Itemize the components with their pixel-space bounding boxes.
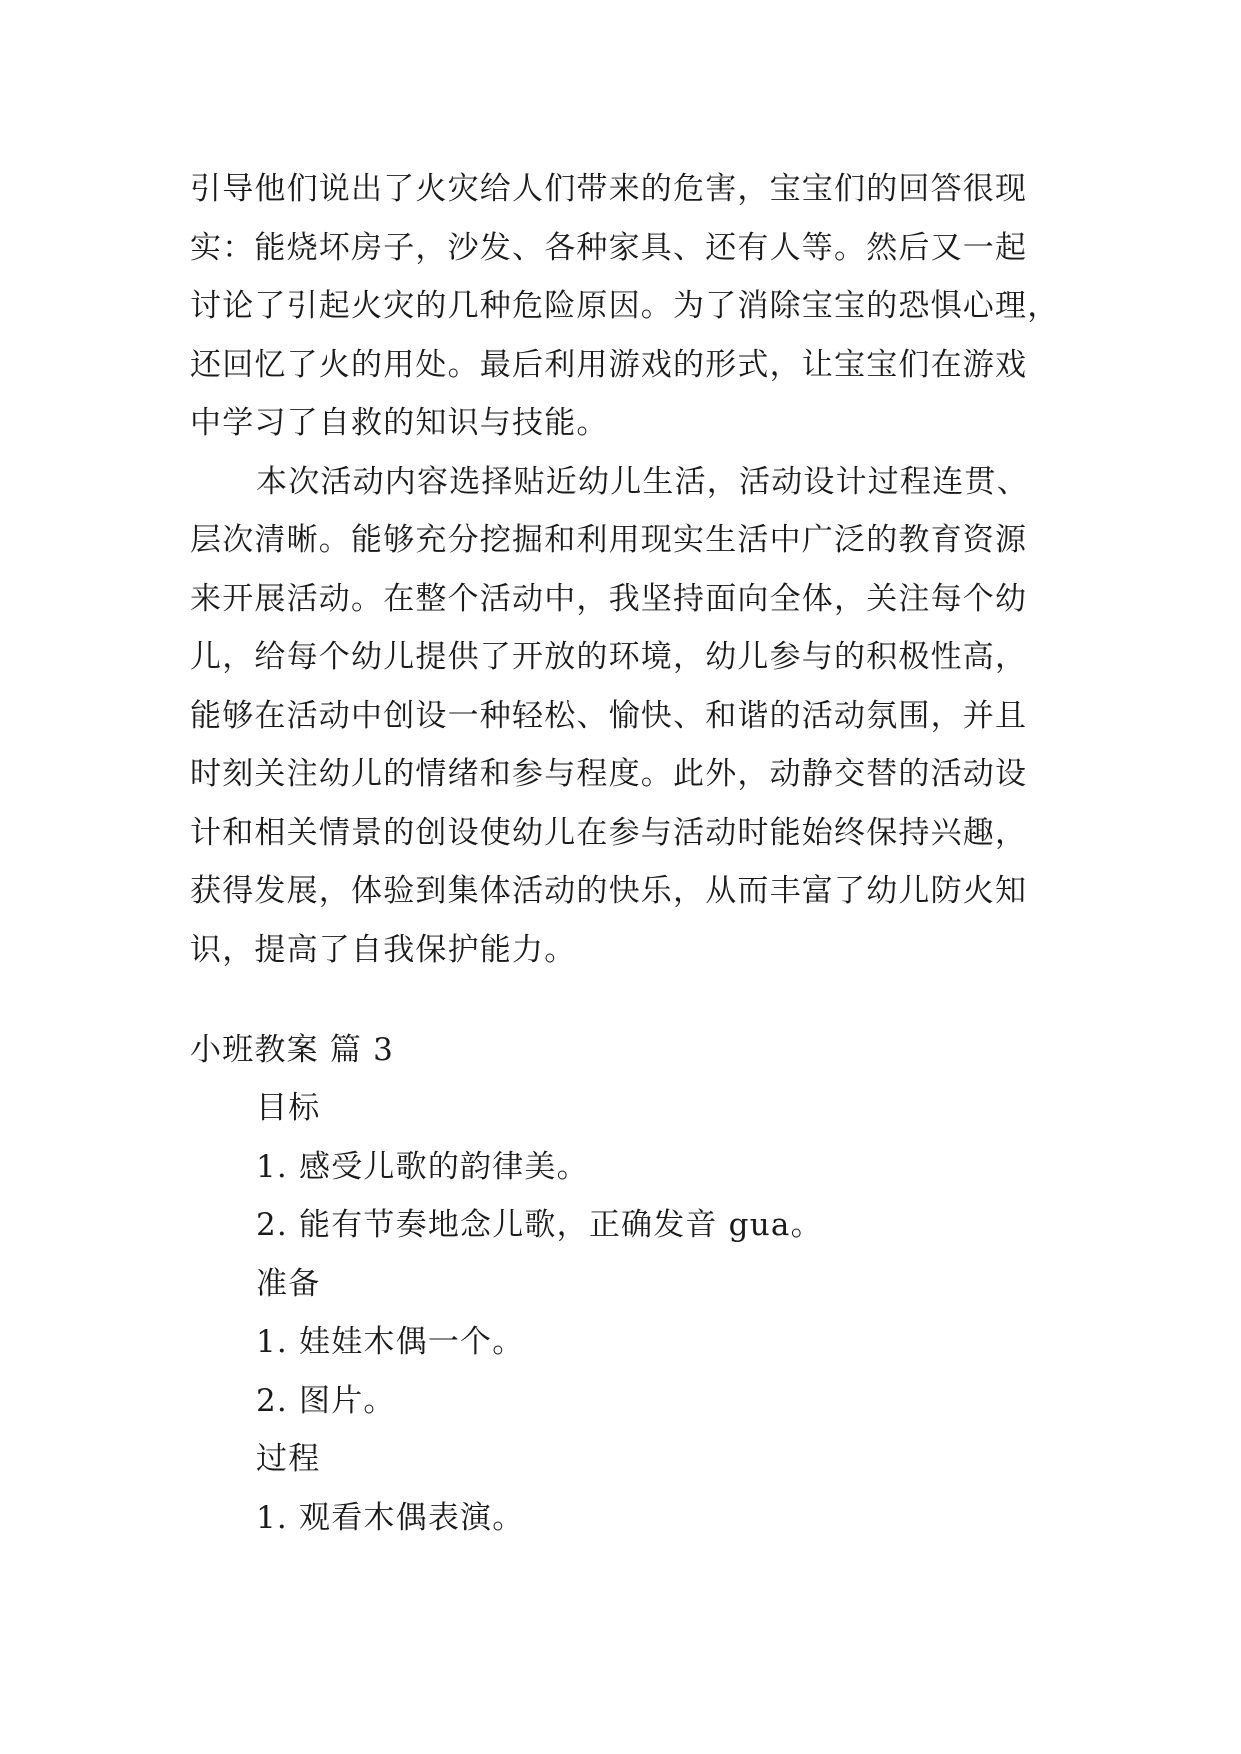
text-line: 时刻关注幼儿的情绪和参与程度。此外，动静交替的活动设 [190, 756, 1028, 792]
section-title: 小班教案 篇 3 [190, 1032, 395, 1068]
section-spacer [190, 979, 1100, 1021]
paragraph-fire-discussion [190, 160, 1100, 453]
text-line: 层次清晰。能够充分挖掘和利用现实生活中广泛的教育资源 [190, 522, 1028, 558]
text-line: 识，提高了自我保护能力。 [190, 931, 577, 968]
list-item: 2. 图片。 [256, 1382, 396, 1419]
heading-goal: 目标 [256, 1090, 321, 1126]
text-line: 本次活动内容选择贴近幼儿生活，活动设计过程连贯、 [256, 463, 1029, 500]
text-line: 还回忆了火的用处。最后利用游戏的形式，让宝宝们在游戏 [190, 346, 1028, 383]
paragraph-activity-reflection [190, 453, 1100, 980]
list-item: 1. 感受儿歌的韵律美。 [256, 1148, 589, 1185]
list-item: 2. 能有节奏地念儿歌，正确发音 gua。 [256, 1207, 823, 1243]
list-item: 1. 娃娃木偶一个。 [256, 1324, 525, 1360]
list-item: 1. 观看木偶表演。 [256, 1499, 525, 1536]
text-line: 计和相关情景的创设使幼儿在参与活动时能始终保持兴趣， [190, 814, 1028, 851]
heading-process: 过程 [256, 1441, 321, 1477]
text-line: 能够在活动中创设一种轻松、愉快、和谐的活动氛围，并且 [190, 697, 1028, 734]
text-line: 讨论了引起火灾的几种危险原因。为了消除宝宝的恐惧心理， [190, 288, 1060, 324]
text-line: 实：能烧坏房子，沙发、各种家具、还有人等。然后又一起 [190, 229, 1028, 266]
text-line: 儿，给每个幼儿提供了开放的环境，幼儿参与的积极性高， [190, 639, 1028, 675]
text-line: 引导他们说出了火灾给人们带来的危害，宝宝们的回答很现 [190, 171, 1028, 207]
text-line: 中学习了自救的知识与技能。 [190, 405, 609, 441]
text-line: 获得发展，体验到集体活动的快乐，从而丰富了幼儿防火知 [190, 873, 1028, 909]
heading-preparation: 准备 [256, 1265, 321, 1302]
document-body [190, 160, 1100, 1547]
lesson-plan-section [190, 1021, 1100, 1547]
text-line: 来开展活动。在整个活动中，我坚持面向全体，关注每个幼 [190, 580, 1028, 617]
